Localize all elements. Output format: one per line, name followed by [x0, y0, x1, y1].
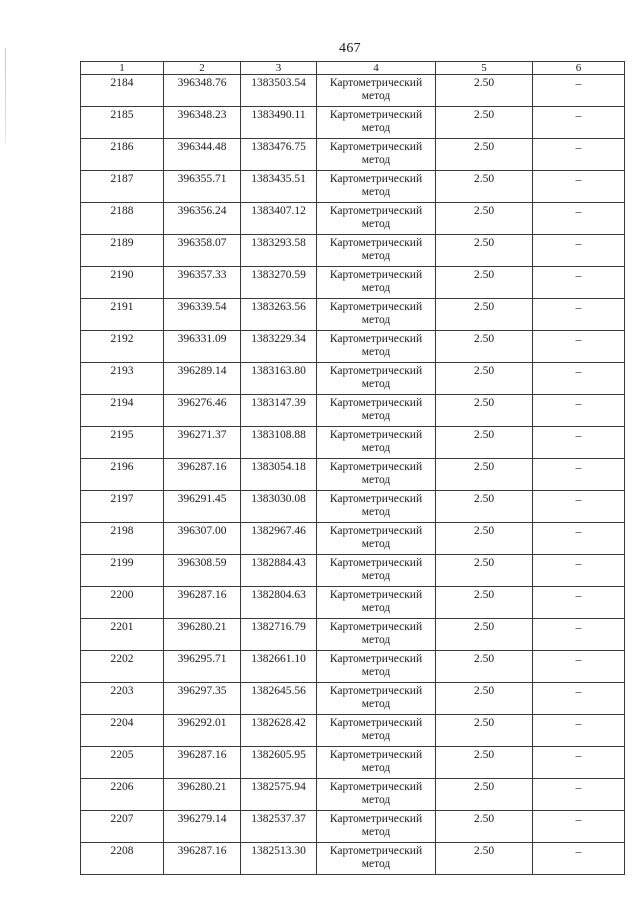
accuracy-value-cell: 2.50	[436, 651, 533, 683]
table-row	[81, 555, 625, 587]
note-dash-cell: –	[533, 299, 625, 331]
column-header: 3	[241, 62, 317, 75]
note-dash-cell: –	[533, 779, 625, 811]
x-coordinate-cell: 396357.33	[164, 267, 241, 299]
x-coordinate-cell: 396289.14	[164, 363, 241, 395]
y-coordinate-cell: 1382804.63	[241, 587, 317, 619]
x-coordinate-cell: 396287.16	[164, 459, 241, 491]
y-coordinate-cell: 1382513.30	[241, 843, 317, 875]
method-text-line-1: Картометрический	[329, 717, 423, 729]
accuracy-value-cell: 2.50	[436, 811, 533, 843]
method-text-line-1: Картометрический	[329, 269, 423, 281]
table-row	[81, 427, 625, 459]
column-header: 5	[436, 62, 533, 75]
accuracy-value-cell: 2.50	[436, 587, 533, 619]
method-text-line-2: метод	[361, 346, 391, 358]
method-text-line-1: Картометрический	[329, 365, 423, 377]
method-text-line-2: метод	[361, 154, 391, 166]
method-text-line-1: Картометрический	[329, 685, 423, 697]
x-coordinate-cell: 396271.37	[164, 427, 241, 459]
table-header	[81, 62, 625, 75]
method-text-line-1: Картометрический	[329, 429, 423, 441]
x-coordinate-cell: 396280.21	[164, 619, 241, 651]
point-number-cell: 2185	[81, 107, 164, 139]
method-text-line-1: Картометрический	[329, 141, 423, 153]
table-row	[81, 715, 625, 747]
page-number: 467	[339, 41, 361, 56]
table-row	[81, 747, 625, 779]
point-number-cell: 2190	[81, 267, 164, 299]
method-text-line-1: Картометрический	[329, 237, 423, 249]
method-text-line-1: Картометрический	[329, 557, 423, 569]
method-cell	[317, 331, 436, 363]
accuracy-value-cell: 2.50	[436, 203, 533, 235]
method-text-line-2: метод	[361, 474, 391, 486]
method-cell	[317, 427, 436, 459]
note-dash-cell: –	[533, 75, 625, 107]
column-header: 2	[164, 62, 241, 75]
point-number-cell: 2203	[81, 683, 164, 715]
y-coordinate-cell: 1382884.43	[241, 555, 317, 587]
method-text-line-2: метод	[361, 314, 391, 326]
x-coordinate-cell: 396358.07	[164, 235, 241, 267]
method-text-line-2: метод	[361, 538, 391, 550]
x-coordinate-cell: 396344.48	[164, 139, 241, 171]
table-row	[81, 779, 625, 811]
y-coordinate-cell: 1382537.37	[241, 811, 317, 843]
note-dash-cell: –	[533, 491, 625, 523]
note-dash-cell: –	[533, 107, 625, 139]
method-text-line-2: метод	[361, 90, 391, 102]
method-cell	[317, 619, 436, 651]
method-text-line-1: Картометрический	[329, 493, 423, 505]
x-coordinate-cell: 396287.16	[164, 747, 241, 779]
table-row	[81, 331, 625, 363]
method-text-line-2: метод	[361, 442, 391, 454]
method-cell	[317, 171, 436, 203]
point-number-cell: 2206	[81, 779, 164, 811]
table-row	[81, 811, 625, 843]
method-text-line-1: Картометрический	[329, 653, 423, 665]
method-text-line-2: метод	[361, 634, 391, 646]
accuracy-value-cell: 2.50	[436, 299, 533, 331]
x-coordinate-cell: 396295.71	[164, 651, 241, 683]
method-text-line-1: Картометрический	[329, 109, 423, 121]
point-number-cell: 2187	[81, 171, 164, 203]
table-row	[81, 107, 625, 139]
accuracy-value-cell: 2.50	[436, 107, 533, 139]
method-text-line-2: метод	[361, 794, 391, 806]
method-text-line-1: Картометрический	[329, 461, 423, 473]
note-dash-cell: –	[533, 843, 625, 875]
accuracy-value-cell: 2.50	[436, 171, 533, 203]
x-coordinate-cell: 396291.45	[164, 491, 241, 523]
y-coordinate-cell: 1383490.11	[241, 107, 317, 139]
method-text-line-1: Картометрический	[329, 621, 423, 633]
method-text-line-2: метод	[361, 698, 391, 710]
y-coordinate-cell: 1383293.58	[241, 235, 317, 267]
method-cell	[317, 395, 436, 427]
table-row	[81, 267, 625, 299]
x-coordinate-cell: 396287.16	[164, 843, 241, 875]
accuracy-value-cell: 2.50	[436, 747, 533, 779]
x-coordinate-cell: 396297.35	[164, 683, 241, 715]
accuracy-value-cell: 2.50	[436, 331, 533, 363]
note-dash-cell: –	[533, 267, 625, 299]
method-text-line-2: метод	[361, 122, 391, 134]
point-number-cell: 2186	[81, 139, 164, 171]
method-text-line-1: Картометрический	[329, 173, 423, 185]
method-text-line-1: Картометрический	[329, 333, 423, 345]
table-row	[81, 171, 625, 203]
y-coordinate-cell: 1382575.94	[241, 779, 317, 811]
method-text-line-1: Картометрический	[329, 781, 423, 793]
method-cell	[317, 235, 436, 267]
accuracy-value-cell: 2.50	[436, 363, 533, 395]
method-text-line-1: Картометрический	[329, 589, 423, 601]
method-text-line-1: Картометрический	[329, 749, 423, 761]
y-coordinate-cell: 1382628.42	[241, 715, 317, 747]
column-header: 1	[81, 62, 164, 75]
method-text-line-2: метод	[361, 858, 391, 870]
x-coordinate-cell: 396308.59	[164, 555, 241, 587]
method-cell	[317, 107, 436, 139]
table-row	[81, 395, 625, 427]
table-row	[81, 299, 625, 331]
method-text-line-1: Картометрический	[329, 397, 423, 409]
method-cell	[317, 651, 436, 683]
method-text-line-2: метод	[361, 186, 391, 198]
accuracy-value-cell: 2.50	[436, 715, 533, 747]
y-coordinate-cell: 1383108.88	[241, 427, 317, 459]
accuracy-value-cell: 2.50	[436, 555, 533, 587]
point-number-cell: 2193	[81, 363, 164, 395]
point-number-cell: 2202	[81, 651, 164, 683]
point-number-cell: 2189	[81, 235, 164, 267]
point-number-cell: 2184	[81, 75, 164, 107]
method-text-line-2: метод	[361, 730, 391, 742]
method-cell	[317, 843, 436, 875]
note-dash-cell: –	[533, 651, 625, 683]
method-text-line-2: метод	[361, 410, 391, 422]
note-dash-cell: –	[533, 331, 625, 363]
point-number-cell: 2196	[81, 459, 164, 491]
point-number-cell: 2192	[81, 331, 164, 363]
note-dash-cell: –	[533, 811, 625, 843]
y-coordinate-cell: 1383229.34	[241, 331, 317, 363]
table-row	[81, 619, 625, 651]
method-cell	[317, 747, 436, 779]
method-text-line-2: метод	[361, 826, 391, 838]
x-coordinate-cell: 396348.76	[164, 75, 241, 107]
y-coordinate-cell: 1382605.95	[241, 747, 317, 779]
note-dash-cell: –	[533, 395, 625, 427]
x-coordinate-cell: 396348.23	[164, 107, 241, 139]
note-dash-cell: –	[533, 235, 625, 267]
x-coordinate-cell: 396339.54	[164, 299, 241, 331]
y-coordinate-cell: 1383263.56	[241, 299, 317, 331]
table-row	[81, 459, 625, 491]
point-number-cell: 2201	[81, 619, 164, 651]
method-text-line-1: Картометрический	[329, 813, 423, 825]
y-coordinate-cell: 1383435.51	[241, 171, 317, 203]
column-header: 4	[317, 62, 436, 75]
note-dash-cell: –	[533, 619, 625, 651]
x-coordinate-cell: 396355.71	[164, 171, 241, 203]
y-coordinate-cell: 1382967.46	[241, 523, 317, 555]
point-number-cell: 2195	[81, 427, 164, 459]
point-number-cell: 2207	[81, 811, 164, 843]
x-coordinate-cell: 396307.00	[164, 523, 241, 555]
accuracy-value-cell: 2.50	[436, 843, 533, 875]
x-coordinate-cell: 396279.14	[164, 811, 241, 843]
note-dash-cell: –	[533, 555, 625, 587]
method-text-line-2: метод	[361, 762, 391, 774]
point-number-cell: 2191	[81, 299, 164, 331]
point-number-cell: 2205	[81, 747, 164, 779]
accuracy-value-cell: 2.50	[436, 459, 533, 491]
accuracy-value-cell: 2.50	[436, 619, 533, 651]
method-text-line-2: метод	[361, 666, 391, 678]
note-dash-cell: –	[533, 363, 625, 395]
method-text-line-2: метод	[361, 570, 391, 582]
method-text-line-2: метод	[361, 378, 391, 390]
table-body	[81, 75, 625, 875]
note-dash-cell: –	[533, 587, 625, 619]
accuracy-value-cell: 2.50	[436, 235, 533, 267]
table-row	[81, 363, 625, 395]
accuracy-value-cell: 2.50	[436, 139, 533, 171]
method-cell	[317, 491, 436, 523]
point-number-cell: 2199	[81, 555, 164, 587]
method-cell	[317, 715, 436, 747]
method-text-line-1: Картометрический	[329, 845, 423, 857]
method-text-line-2: метод	[361, 282, 391, 294]
point-number-cell: 2208	[81, 843, 164, 875]
y-coordinate-cell: 1383147.39	[241, 395, 317, 427]
method-cell	[317, 811, 436, 843]
method-text-line-2: метод	[361, 250, 391, 262]
method-cell	[317, 555, 436, 587]
note-dash-cell: –	[533, 747, 625, 779]
note-dash-cell: –	[533, 139, 625, 171]
y-coordinate-cell: 1383476.75	[241, 139, 317, 171]
method-cell	[317, 139, 436, 171]
table-row	[81, 235, 625, 267]
scan-edge-mark	[5, 48, 6, 143]
table-row	[81, 139, 625, 171]
note-dash-cell: –	[533, 203, 625, 235]
table-row	[81, 75, 625, 107]
method-cell	[317, 523, 436, 555]
method-text-line-1: Картометрический	[329, 525, 423, 537]
point-number-cell: 2197	[81, 491, 164, 523]
y-coordinate-cell: 1382645.56	[241, 683, 317, 715]
point-number-cell: 2194	[81, 395, 164, 427]
method-cell	[317, 683, 436, 715]
note-dash-cell: –	[533, 523, 625, 555]
note-dash-cell: –	[533, 683, 625, 715]
method-cell	[317, 299, 436, 331]
y-coordinate-cell: 1383407.12	[241, 203, 317, 235]
header-row	[81, 62, 625, 75]
note-dash-cell: –	[533, 459, 625, 491]
y-coordinate-cell: 1383270.59	[241, 267, 317, 299]
point-number-cell: 2204	[81, 715, 164, 747]
method-cell	[317, 779, 436, 811]
accuracy-value-cell: 2.50	[436, 523, 533, 555]
table-row	[81, 491, 625, 523]
point-number-cell: 2198	[81, 523, 164, 555]
point-number-cell: 2188	[81, 203, 164, 235]
x-coordinate-cell: 396280.21	[164, 779, 241, 811]
accuracy-value-cell: 2.50	[436, 395, 533, 427]
x-coordinate-cell: 396276.46	[164, 395, 241, 427]
accuracy-value-cell: 2.50	[436, 779, 533, 811]
method-cell	[317, 587, 436, 619]
y-coordinate-cell: 1382661.10	[241, 651, 317, 683]
y-coordinate-cell: 1382716.79	[241, 619, 317, 651]
y-coordinate-cell: 1383503.54	[241, 75, 317, 107]
note-dash-cell: –	[533, 715, 625, 747]
point-number-cell: 2200	[81, 587, 164, 619]
table-row	[81, 683, 625, 715]
coordinates-table	[80, 61, 625, 875]
x-coordinate-cell: 396292.01	[164, 715, 241, 747]
table-row	[81, 203, 625, 235]
method-text-line-2: метод	[361, 218, 391, 230]
method-cell	[317, 459, 436, 491]
accuracy-value-cell: 2.50	[436, 683, 533, 715]
x-coordinate-cell: 396356.24	[164, 203, 241, 235]
accuracy-value-cell: 2.50	[436, 427, 533, 459]
method-text-line-1: Картометрический	[329, 205, 423, 217]
note-dash-cell: –	[533, 427, 625, 459]
method-cell	[317, 267, 436, 299]
accuracy-value-cell: 2.50	[436, 267, 533, 299]
table-row	[81, 651, 625, 683]
method-cell	[317, 75, 436, 107]
y-coordinate-cell: 1383030.08	[241, 491, 317, 523]
accuracy-value-cell: 2.50	[436, 75, 533, 107]
note-dash-cell: –	[533, 171, 625, 203]
x-coordinate-cell: 396331.09	[164, 331, 241, 363]
accuracy-value-cell: 2.50	[436, 491, 533, 523]
table-row	[81, 523, 625, 555]
method-text-line-2: метод	[361, 602, 391, 614]
x-coordinate-cell: 396287.16	[164, 587, 241, 619]
y-coordinate-cell: 1383163.80	[241, 363, 317, 395]
table-row	[81, 587, 625, 619]
column-header: 6	[533, 62, 625, 75]
table-row	[81, 843, 625, 875]
method-text-line-1: Картометрический	[329, 77, 423, 89]
method-cell	[317, 203, 436, 235]
y-coordinate-cell: 1383054.18	[241, 459, 317, 491]
method-text-line-2: метод	[361, 506, 391, 518]
method-text-line-1: Картометрический	[329, 301, 423, 313]
method-cell	[317, 363, 436, 395]
